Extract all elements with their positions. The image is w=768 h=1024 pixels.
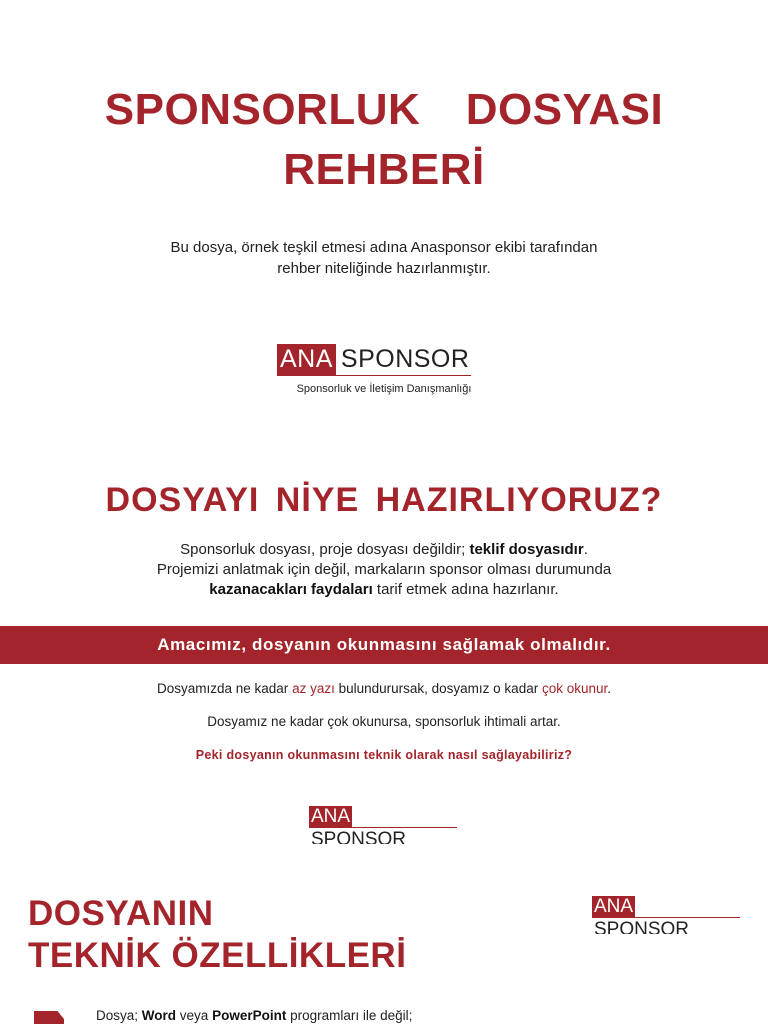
tech-line1-powerpoint: PowerPoint [212,1008,287,1023]
page-title-line1: SPONSORLUK DOSYASI [104,85,664,134]
goal-banner: Amacımız, dosyanın okunmasını sağlamak olmalıdır. [0,626,768,664]
logo-small-ana: ANA [311,806,351,827]
goal-line1 [0,681,768,696]
goal-line1-highlight1: az yazı [292,681,335,696]
why-line3-bold: kazanacakları faydaları [209,581,373,598]
goal-question: Peki dosyanın okunmasını teknik olarak nasıl sağlayabiliriz? [195,748,573,762]
tech-title [28,893,528,977]
intro-text [0,237,768,279]
logo-small-right-rule [592,917,740,918]
goal-line2: Dosyamız ne kadar çok okunursa, sponsorluk ihtimali artar. [207,714,561,729]
why-title: DOSYAYI NİYE HAZIRLIYORUZ? [105,481,663,519]
tech-line1-a: Dosya; [96,1008,142,1023]
document-icon [34,1011,64,1024]
page-title-line2: REHBERİ [283,145,485,194]
goal-line1-e: . [607,681,612,696]
why-line1-bold: teklif dosyasıdır [469,541,584,558]
logo-small-sponsor: SPONSOR [311,829,407,844]
logo-tagline: Sponsorluk ve İletişim Danışmanlığı [296,383,472,395]
goal-line1-c: bulundurursak, dosyamız o kadar [334,681,542,696]
logo-small-rule [309,827,457,828]
why-body [0,540,768,600]
why-line3-post: tarif etmek adına hazırlanır. [372,581,559,598]
anasponsor-logo-small [309,806,457,844]
page-title [0,80,768,200]
tech-title-line2: TEKNİK ÖZELLİKLERİ [28,936,407,975]
tech-line1-word: Word [141,1008,177,1023]
goal-line1-a: Dosyamızda ne kadar [156,681,293,696]
why-line1-pre: Sponsorluk dosyası, proje dosyası değildir; [180,541,470,558]
intro-line1: Bu dosya, örnek teşkil etmesi adına Anasponsor ekibi tarafından [170,239,598,256]
why-line2: Projemizi anlatmak için değil, markaların sponsor olması durumunda [156,561,612,578]
tech-line1-c: veya [176,1008,213,1023]
anasponsor-logo-small-right [592,896,740,934]
logo-small-right-sponsor: SPONSOR [594,919,690,934]
logo-sponsor: SPONSOR [336,344,472,376]
goal-line1-highlight2: çok okunur [541,681,608,696]
logo-ana: ANA [277,344,336,376]
tech-title-line1: DOSYANIN [28,894,214,933]
anasponsor-logo [277,344,471,376]
tech-line1-e: programları ile değil; [286,1008,413,1023]
intro-line2: rehber niteliğinde hazırlanmıştır. [277,260,491,277]
tech-line1 [96,1008,412,1023]
logo-small-right-ana: ANA [594,896,634,917]
why-line1-post: . [583,541,588,558]
